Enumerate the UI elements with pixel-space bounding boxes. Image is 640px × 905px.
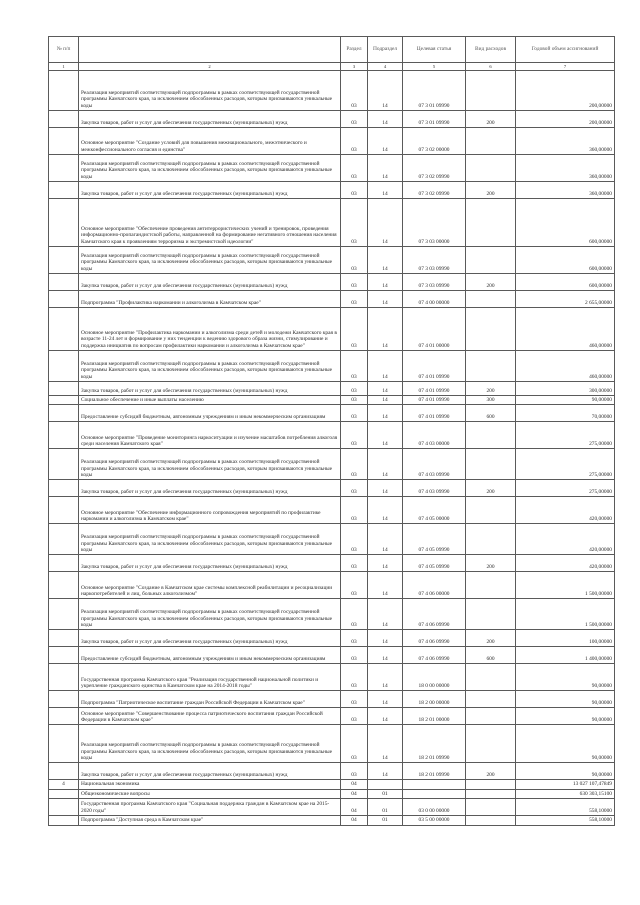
row-target-article: 03 5 00 00000 bbox=[403, 816, 466, 825]
row-name: Реализация мероприятий соответствующей подпрограммы в рамках соответствующей государственной программы Камчатского края, за исключением обособленных расходов, которым присваиваются уникальные коды bbox=[79, 449, 341, 480]
row-amount: 600,00000 bbox=[516, 199, 615, 247]
row-number bbox=[49, 630, 79, 647]
row-name: Реализация мероприятий соответствующей подпрограммы в рамках соответствующей государственной программы Камчатского края, за исключением обособленных расходов, которым присваиваются уникальные коды bbox=[79, 247, 341, 274]
row-target-article: 07 4 01 09990 bbox=[403, 396, 466, 405]
row-number bbox=[49, 449, 79, 480]
row-number bbox=[49, 405, 79, 422]
row-amount: 200,00000 bbox=[516, 111, 615, 128]
row-target-article: 07 3 03 09990 bbox=[403, 247, 466, 274]
row-expense-type bbox=[466, 449, 516, 480]
table-row bbox=[49, 155, 615, 182]
column-index: 1 bbox=[49, 63, 79, 71]
row-amount: 630 303,15100 bbox=[516, 789, 615, 798]
row-section: 03 bbox=[341, 199, 368, 247]
row-section: 03 bbox=[341, 351, 368, 382]
table-row bbox=[49, 708, 615, 725]
row-target-article: 07 4 01 09990 bbox=[403, 351, 466, 382]
row-amount: 275,00000 bbox=[516, 480, 615, 497]
table-row bbox=[49, 274, 615, 291]
row-subsection: 14 bbox=[368, 247, 403, 274]
row-expense-type bbox=[466, 71, 516, 111]
row-amount: 2 655,00000 bbox=[516, 291, 615, 308]
table-row bbox=[49, 405, 615, 422]
row-amount: 1 400,00000 bbox=[516, 647, 615, 664]
row-amount: 460,00000 bbox=[516, 351, 615, 382]
row-amount: 13 027 107,47849 bbox=[516, 780, 615, 789]
row-amount: 70,00000 bbox=[516, 405, 615, 422]
row-subsection: 14 bbox=[368, 691, 403, 708]
row-target-article: 07 4 03 00000 bbox=[403, 422, 466, 449]
row-subsection: 01 bbox=[368, 816, 403, 825]
row-number bbox=[49, 291, 79, 308]
row-name: Предоставление субсидий бюджетным, автономным учреждениям и иным некоммерческим организациям bbox=[79, 405, 341, 422]
table-row bbox=[49, 382, 615, 396]
row-name: Закупка товаров, работ и услуг для обеспечения государственных (муниципальных) нужд bbox=[79, 763, 341, 780]
row-number bbox=[49, 480, 79, 497]
row-expense-type bbox=[466, 155, 516, 182]
row-expense-type bbox=[466, 291, 516, 308]
row-expense-type bbox=[466, 789, 516, 798]
row-amount: 360,00000 bbox=[516, 155, 615, 182]
row-expense-type: 200 bbox=[466, 630, 516, 647]
table-row bbox=[49, 725, 615, 763]
row-target-article: 07 4 00 00000 bbox=[403, 291, 466, 308]
row-target-article: 07 3 02 09990 bbox=[403, 155, 466, 182]
row-name: Реализация мероприятий соответствующей подпрограммы в рамках соответствующей государственной программы Камчатского края, за исключением обособленных расходов, которым присваиваются уникальные коды bbox=[79, 71, 341, 111]
row-expense-type bbox=[466, 308, 516, 351]
budget-allocation-table bbox=[48, 36, 615, 826]
row-name: Государственная программа Камчатского края "Социальная поддержка граждан в Камчатском крае на 2015-2020 годы" bbox=[79, 799, 341, 816]
table-row bbox=[49, 396, 615, 405]
row-expense-type bbox=[466, 497, 516, 524]
row-expense-type bbox=[466, 572, 516, 599]
table-row bbox=[49, 351, 615, 382]
row-name: Реализация мероприятий соответствующей подпрограммы в рамках соответствующей государственной программы Камчатского края, за исключением обособленных расходов, которым присваиваются уникальные коды bbox=[79, 155, 341, 182]
row-name: Закупка товаров, работ и услуг для обеспечения государственных (муниципальных) нужд bbox=[79, 182, 341, 199]
row-amount: 420,00000 bbox=[516, 497, 615, 524]
row-section: 04 bbox=[341, 789, 368, 798]
row-expense-type bbox=[466, 247, 516, 274]
row-number bbox=[49, 708, 79, 725]
row-amount: 90,00000 bbox=[516, 664, 615, 691]
row-subsection: 14 bbox=[368, 572, 403, 599]
row-name: Закупка товаров, работ и услуг для обеспечения государственных (муниципальных) нужд bbox=[79, 480, 341, 497]
row-subsection: 14 bbox=[368, 599, 403, 630]
row-number bbox=[49, 664, 79, 691]
table-row bbox=[49, 71, 615, 111]
row-name: Подпрограмма "Профилактика наркомании и алкоголизма в Камчатском крае" bbox=[79, 291, 341, 308]
row-expense-type bbox=[466, 691, 516, 708]
row-section: 04 bbox=[341, 799, 368, 816]
column-index: 3 bbox=[341, 63, 368, 71]
row-subsection: 14 bbox=[368, 405, 403, 422]
row-section: 03 bbox=[341, 647, 368, 664]
table-row bbox=[49, 599, 615, 630]
row-name: Основное мероприятие "Создание в Камчатском крае системы комплексной реабилитации и ресоциализации наркопотребителей и лиц, больных алкоголизмом" bbox=[79, 572, 341, 599]
row-amount: 460,00000 bbox=[516, 308, 615, 351]
row-number bbox=[49, 691, 79, 708]
row-subsection: 14 bbox=[368, 155, 403, 182]
table-row bbox=[49, 449, 615, 480]
row-name: Закупка товаров, работ и услуг для обеспечения государственных (муниципальных) нужд bbox=[79, 274, 341, 291]
row-section: 03 bbox=[341, 291, 368, 308]
row-section: 03 bbox=[341, 524, 368, 555]
row-number bbox=[49, 308, 79, 351]
row-section: 03 bbox=[341, 763, 368, 780]
row-subsection: 14 bbox=[368, 274, 403, 291]
row-number bbox=[49, 247, 79, 274]
row-section: 03 bbox=[341, 572, 368, 599]
row-subsection: 14 bbox=[368, 351, 403, 382]
row-section: 03 bbox=[341, 247, 368, 274]
row-amount: 100,00000 bbox=[516, 630, 615, 647]
row-number bbox=[49, 422, 79, 449]
row-subsection: 14 bbox=[368, 182, 403, 199]
row-expense-type: 600 bbox=[466, 405, 516, 422]
row-target-article bbox=[403, 789, 466, 798]
row-subsection: 14 bbox=[368, 647, 403, 664]
row-subsection: 14 bbox=[368, 396, 403, 405]
header-name bbox=[79, 37, 341, 63]
row-name: Государственная программа Камчатского края "Реализация государственной национальной политики и укрепление гражданского единства в Камчатском крае на 2014-2018 годы" bbox=[79, 664, 341, 691]
table-row bbox=[49, 789, 615, 798]
column-index: 4 bbox=[368, 63, 403, 71]
row-target-article: 07 3 02 09990 bbox=[403, 182, 466, 199]
row-section: 03 bbox=[341, 155, 368, 182]
table-row bbox=[49, 763, 615, 780]
row-number bbox=[49, 763, 79, 780]
row-name: Основное мероприятие "Обеспечение проведения антитеррористических учений и тренировок, проведения информационно-пропагандистской работы, направленной на формирование негативного отношения населения Камчатского края к проявлениям терроризма и экстремистской идеологии" bbox=[79, 199, 341, 247]
row-target-article bbox=[403, 780, 466, 789]
row-expense-type bbox=[466, 725, 516, 763]
row-name: Национальная экономика bbox=[79, 780, 341, 789]
row-section: 03 bbox=[341, 422, 368, 449]
row-subsection: 14 bbox=[368, 524, 403, 555]
row-amount: 360,00000 bbox=[516, 128, 615, 155]
row-amount: 90,00000 bbox=[516, 396, 615, 405]
row-amount: 90,00000 bbox=[516, 691, 615, 708]
row-subsection: 14 bbox=[368, 497, 403, 524]
row-number bbox=[49, 816, 79, 825]
row-target-article: 07 4 06 09990 bbox=[403, 599, 466, 630]
row-number bbox=[49, 155, 79, 182]
row-subsection: 14 bbox=[368, 725, 403, 763]
row-name: Основное мероприятие "Создание условий для повышения межнационального, межэтнического и межконфессионального согласия и единства" bbox=[79, 128, 341, 155]
row-amount: 360,00000 bbox=[516, 182, 615, 199]
column-index: 6 bbox=[466, 63, 516, 71]
row-name: Реализация мероприятий соответствующей подпрограммы в рамках соответствующей государственной программы Камчатского края, за исключением обособленных расходов, которым присваиваются уникальные коды bbox=[79, 725, 341, 763]
row-expense-type bbox=[466, 524, 516, 555]
table-row bbox=[49, 524, 615, 555]
row-section: 03 bbox=[341, 449, 368, 480]
row-number bbox=[49, 182, 79, 199]
table-row bbox=[49, 799, 615, 816]
row-expense-type bbox=[466, 351, 516, 382]
table-row bbox=[49, 182, 615, 199]
row-subsection: 14 bbox=[368, 71, 403, 111]
row-target-article: 07 3 01 09990 bbox=[403, 111, 466, 128]
row-expense-type: 200 bbox=[466, 555, 516, 572]
header-subsection: Подраздел bbox=[368, 37, 403, 63]
row-name: Предоставление субсидий бюджетным, автономным учреждениям и иным некоммерческим организациям bbox=[79, 647, 341, 664]
table-row bbox=[49, 247, 615, 274]
row-target-article: 07 4 01 00000 bbox=[403, 308, 466, 351]
row-target-article: 07 3 03 00000 bbox=[403, 199, 466, 247]
row-amount: 90,00000 bbox=[516, 725, 615, 763]
row-amount: 558,10000 bbox=[516, 799, 615, 816]
row-number bbox=[49, 111, 79, 128]
row-subsection bbox=[368, 780, 403, 789]
row-subsection: 14 bbox=[368, 555, 403, 572]
row-target-article: 07 4 01 09990 bbox=[403, 405, 466, 422]
row-target-article: 07 3 03 09990 bbox=[403, 274, 466, 291]
row-expense-type: 200 bbox=[466, 763, 516, 780]
row-section: 03 bbox=[341, 480, 368, 497]
row-target-article: 18 2 01 09990 bbox=[403, 725, 466, 763]
table-row bbox=[49, 780, 615, 789]
row-number bbox=[49, 799, 79, 816]
row-expense-type: 200 bbox=[466, 274, 516, 291]
row-name: Основное мероприятие "Профилактика наркомании и алкоголизма среди детей и молодежи Камчатского края в возрасте 11-24 лет и формирование у них тенденции к ведению здорового образа жизни, стимулирование и поддержка инициатив по вопросам профилактики наркомании и алкоголизма в Камчатском крае" bbox=[79, 308, 341, 351]
row-target-article: 07 3 02 00000 bbox=[403, 128, 466, 155]
row-section: 03 bbox=[341, 71, 368, 111]
row-number bbox=[49, 382, 79, 396]
row-number bbox=[49, 572, 79, 599]
row-number bbox=[49, 524, 79, 555]
row-number bbox=[49, 274, 79, 291]
row-expense-type: 200 bbox=[466, 111, 516, 128]
row-target-article: 07 4 05 09990 bbox=[403, 524, 466, 555]
row-subsection: 14 bbox=[368, 128, 403, 155]
row-number: 4 bbox=[49, 780, 79, 789]
table-row bbox=[49, 555, 615, 572]
row-section: 03 bbox=[341, 708, 368, 725]
row-expense-type bbox=[466, 599, 516, 630]
row-expense-type bbox=[466, 799, 516, 816]
row-section: 03 bbox=[341, 725, 368, 763]
row-section: 04 bbox=[341, 780, 368, 789]
row-name: Закупка товаров, работ и услуг для обеспечения государственных (муниципальных) нужд bbox=[79, 555, 341, 572]
row-target-article: 07 4 06 09990 bbox=[403, 647, 466, 664]
row-subsection: 14 bbox=[368, 630, 403, 647]
row-name: Закупка товаров, работ и услуг для обеспечения государственных (муниципальных) нужд bbox=[79, 382, 341, 396]
row-section: 03 bbox=[341, 274, 368, 291]
row-number bbox=[49, 555, 79, 572]
row-amount: 275,00000 bbox=[516, 449, 615, 480]
row-name: Подпрограмма "Патриотическое воспитание граждан Российской Федерации в Камчатском крае" bbox=[79, 691, 341, 708]
row-subsection: 14 bbox=[368, 382, 403, 396]
row-amount: 275,00000 bbox=[516, 422, 615, 449]
row-subsection: 14 bbox=[368, 480, 403, 497]
row-number bbox=[49, 71, 79, 111]
table-row bbox=[49, 308, 615, 351]
row-section: 03 bbox=[341, 308, 368, 351]
row-section: 03 bbox=[341, 405, 368, 422]
table-row bbox=[49, 480, 615, 497]
row-subsection: 14 bbox=[368, 708, 403, 725]
column-index: 5 bbox=[403, 63, 466, 71]
row-number bbox=[49, 351, 79, 382]
row-subsection: 14 bbox=[368, 308, 403, 351]
row-subsection: 01 bbox=[368, 789, 403, 798]
row-amount: 420,00000 bbox=[516, 555, 615, 572]
row-expense-type: 200 bbox=[466, 382, 516, 396]
row-subsection: 01 bbox=[368, 799, 403, 816]
header-annual-amount: Годовой объем ассигнований bbox=[516, 37, 615, 63]
row-target-article: 18 2 01 09990 bbox=[403, 763, 466, 780]
row-amount: 558,10000 bbox=[516, 816, 615, 825]
row-name: Социальное обеспечение и иные выплаты населению bbox=[79, 396, 341, 405]
header-num: № п/п bbox=[49, 37, 79, 63]
row-amount: 90,00000 bbox=[516, 763, 615, 780]
row-section: 03 bbox=[341, 691, 368, 708]
row-subsection: 14 bbox=[368, 664, 403, 691]
table-header-row bbox=[49, 37, 615, 63]
row-target-article: 18 2 01 00000 bbox=[403, 708, 466, 725]
row-subsection: 14 bbox=[368, 449, 403, 480]
row-number bbox=[49, 647, 79, 664]
row-name: Реализация мероприятий соответствующей подпрограммы в рамках соответствующей государственной программы Камчатского края, за исключением обособленных расходов, которым присваиваются уникальные коды bbox=[79, 599, 341, 630]
table-row bbox=[49, 128, 615, 155]
row-amount: 1 500,00000 bbox=[516, 599, 615, 630]
row-section: 03 bbox=[341, 599, 368, 630]
table-row bbox=[49, 111, 615, 128]
row-section: 03 bbox=[341, 182, 368, 199]
row-name: Подпрограмма "Доступная среда в Камчатском крае" bbox=[79, 816, 341, 825]
row-section: 03 bbox=[341, 664, 368, 691]
row-expense-type bbox=[466, 199, 516, 247]
row-amount: 600,00000 bbox=[516, 247, 615, 274]
row-target-article: 18 2 00 00000 bbox=[403, 691, 466, 708]
table-row bbox=[49, 664, 615, 691]
row-number bbox=[49, 396, 79, 405]
row-expense-type bbox=[466, 664, 516, 691]
row-target-article: 07 4 03 09990 bbox=[403, 480, 466, 497]
row-subsection: 14 bbox=[368, 422, 403, 449]
row-number bbox=[49, 199, 79, 247]
table-row bbox=[49, 647, 615, 664]
row-section: 03 bbox=[341, 555, 368, 572]
row-name: Общеэкономические вопросы bbox=[79, 789, 341, 798]
header-section: Раздел bbox=[341, 37, 368, 63]
row-target-article: 07 4 06 09990 bbox=[403, 630, 466, 647]
table-body bbox=[49, 71, 615, 826]
table-row bbox=[49, 572, 615, 599]
table-row bbox=[49, 199, 615, 247]
row-expense-type bbox=[466, 816, 516, 825]
row-section: 03 bbox=[341, 111, 368, 128]
table-row bbox=[49, 422, 615, 449]
row-amount: 600,00000 bbox=[516, 274, 615, 291]
row-amount: 420,00000 bbox=[516, 524, 615, 555]
row-expense-type: 600 bbox=[466, 647, 516, 664]
row-subsection: 14 bbox=[368, 111, 403, 128]
column-index: 7 bbox=[516, 63, 615, 71]
row-amount: 90,00000 bbox=[516, 708, 615, 725]
row-section: 03 bbox=[341, 630, 368, 647]
row-amount: 1 500,00000 bbox=[516, 572, 615, 599]
row-section: 04 bbox=[341, 816, 368, 825]
row-target-article: 07 4 05 09990 bbox=[403, 555, 466, 572]
row-subsection: 14 bbox=[368, 763, 403, 780]
row-subsection: 14 bbox=[368, 291, 403, 308]
row-target-article: 07 4 01 09990 bbox=[403, 382, 466, 396]
row-expense-type: 300 bbox=[466, 396, 516, 405]
row-number bbox=[49, 789, 79, 798]
header-expense-type: Вид расходов bbox=[466, 37, 516, 63]
table-row bbox=[49, 291, 615, 308]
table-row bbox=[49, 630, 615, 647]
row-expense-type bbox=[466, 422, 516, 449]
column-index: 2 bbox=[79, 63, 341, 71]
row-expense-type bbox=[466, 708, 516, 725]
row-name: Закупка товаров, работ и услуг для обеспечения государственных (муниципальных) нужд bbox=[79, 630, 341, 647]
header-target-article: Целевая статья bbox=[403, 37, 466, 63]
row-name: Основное мероприятие "Проведение мониторинга наркоситуации и изучение масштабов потребления алкоголя среди населения Камчатского края" bbox=[79, 422, 341, 449]
row-expense-type bbox=[466, 128, 516, 155]
row-section: 03 bbox=[341, 396, 368, 405]
row-number bbox=[49, 497, 79, 524]
row-number bbox=[49, 725, 79, 763]
row-number bbox=[49, 599, 79, 630]
row-section: 03 bbox=[341, 128, 368, 155]
row-target-article: 18 0 00 00000 bbox=[403, 664, 466, 691]
row-amount: 300,00000 bbox=[516, 382, 615, 396]
row-section: 03 bbox=[341, 382, 368, 396]
row-section: 03 bbox=[341, 497, 368, 524]
table-row bbox=[49, 691, 615, 708]
row-name: Основное мероприятие "Совершенствование процесса патриотического воспитания граждан Российской Федерации в Камчатском крае" bbox=[79, 708, 341, 725]
row-name: Реализация мероприятий соответствующей подпрограммы в рамках соответствующей государственной программы Камчатского края, за исключением обособленных расходов, которым присваиваются уникальные коды bbox=[79, 524, 341, 555]
row-subsection: 14 bbox=[368, 199, 403, 247]
row-name: Основное мероприятие "Обеспечение информационного сопровождения мероприятий по профилактике наркомании и алкоголизма в Камчатском крае" bbox=[79, 497, 341, 524]
row-target-article: 07 4 05 00000 bbox=[403, 497, 466, 524]
row-amount: 200,00000 bbox=[516, 71, 615, 111]
table-row bbox=[49, 816, 615, 825]
row-name: Закупка товаров, работ и услуг для обеспечения государственных (муниципальных) нужд bbox=[79, 111, 341, 128]
row-expense-type bbox=[466, 780, 516, 789]
row-target-article: 07 3 01 09990 bbox=[403, 71, 466, 111]
row-expense-type: 200 bbox=[466, 182, 516, 199]
row-expense-type: 200 bbox=[466, 480, 516, 497]
column-index-row bbox=[49, 63, 615, 71]
table-row bbox=[49, 497, 615, 524]
row-number bbox=[49, 128, 79, 155]
row-target-article: 03 0 00 00000 bbox=[403, 799, 466, 816]
row-target-article: 07 4 03 09990 bbox=[403, 449, 466, 480]
row-name: Реализация мероприятий соответствующей подпрограммы в рамках соответствующей государственной программы Камчатского края, за исключением обособленных расходов, которым присваиваются уникальные коды bbox=[79, 351, 341, 382]
row-target-article: 07 4 06 00000 bbox=[403, 572, 466, 599]
